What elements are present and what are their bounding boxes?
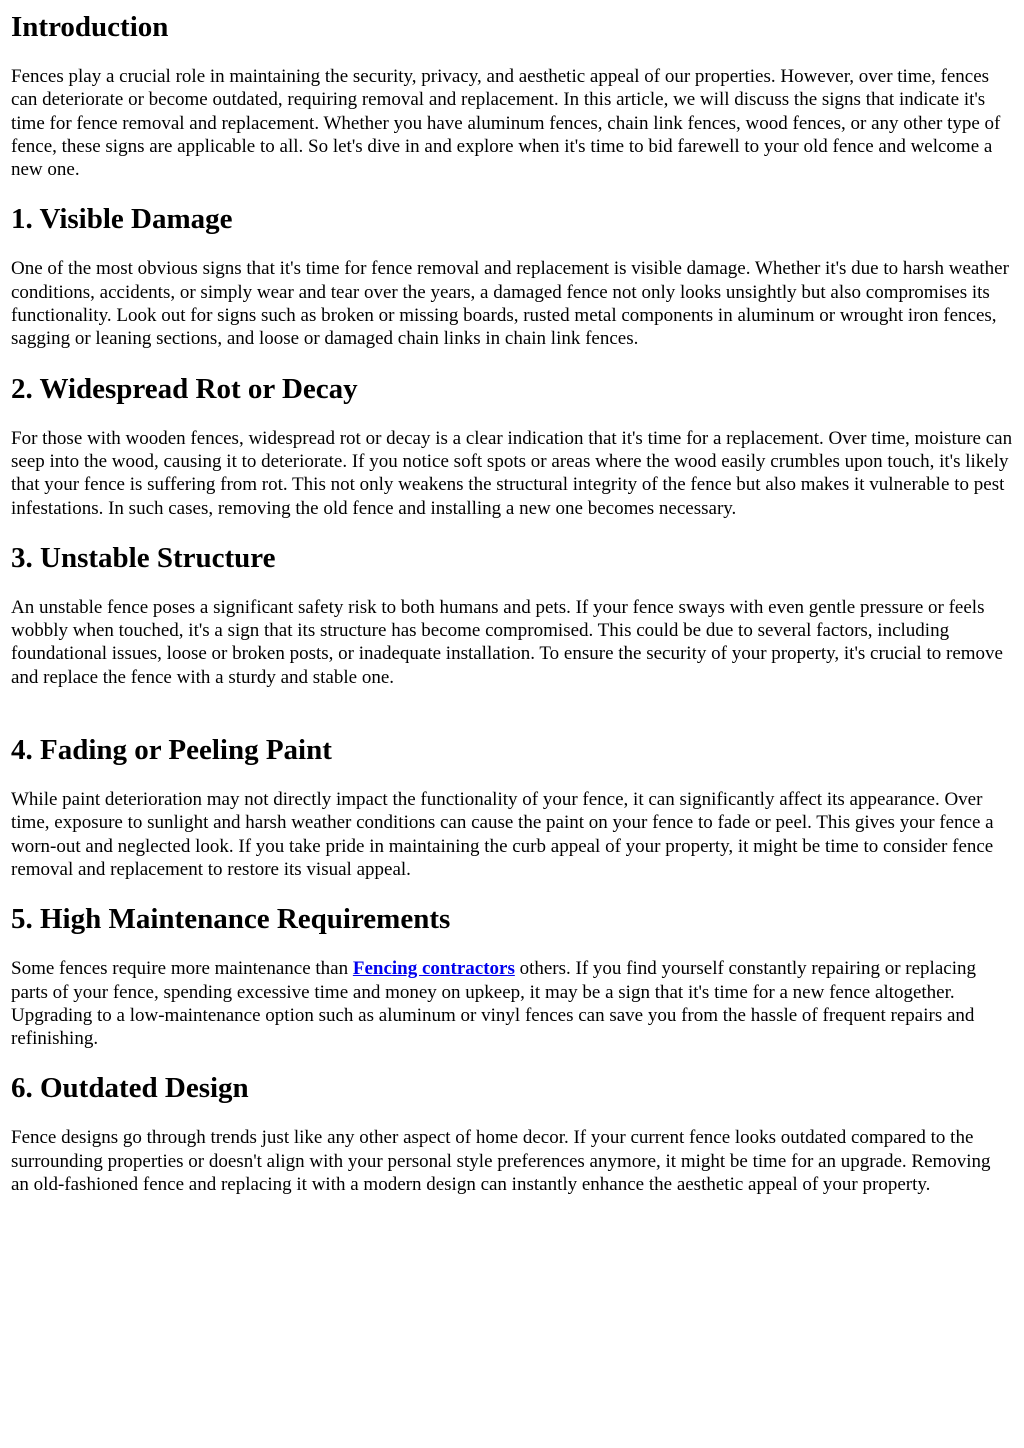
section-heading: 3. Unstable Structure xyxy=(11,541,276,574)
section-heading: Introduction xyxy=(11,11,169,43)
section-widespread-rot xyxy=(11,372,1013,520)
section-high-maintenance xyxy=(11,902,1013,1050)
section-heading: 1. Visible Damage xyxy=(11,203,233,236)
section-paragraph: An unstable fence poses a significant safety risk to both humans and pets. If your fence sways with even gentle pressure or feels wobbly when touched, it's a sign that its structure has become compromised. This could be due to several factors, including foundational issues, loose or broken posts, or inadequate installation. To ensure the security of your property, it's crucial to remove and replace the fence with a sturdy and stable one. xyxy=(11,596,1003,688)
section-heading: 2. Widespread Rot or Decay xyxy=(11,372,358,405)
section-heading: 6. Outdated Design xyxy=(11,1072,249,1105)
section-introduction xyxy=(11,0,1013,181)
section-paragraph: Fences play a crucial role in maintaining the security, privacy, and aesthetic appeal of our properties. However, over time, fences can deteriorate or become outdated, requiring removal and replacement. In this article, we will discuss the signs that indicate it's time for fence removal and replacement. Whether you have aluminum fences, chain link fences, wood fences, or any other type of fence, these signs are applicable to all. So let's dive in and explore when it's time to bid farewell to your old fence and welcome a new one. xyxy=(11,66,1001,181)
section-heading: 4. Fading or Peeling Paint xyxy=(11,734,332,767)
paragraph-text-before-link: Some fences require more maintenance than xyxy=(11,958,353,980)
fencing-contractors-link[interactable]: Fencing contractors xyxy=(352,958,515,980)
paragraph-text-after-link: others. If you find yourself constantly repairing or replacing parts of your fence, spending excessive time and money on upkeep, it may be a sign that it's time for a new fence altogether. Upgrading to a low-maintenance option such as aluminum or vinyl fences can save you from the hassle of frequent repairs and refinishing. xyxy=(11,958,976,1050)
section-paragraph xyxy=(11,957,1013,1050)
section-paragraph: Fence designs go through trends just like any other aspect of home decor. If your current fence looks outdated compared to the surrounding properties or doesn't align with your personal style preferences anymore, it might be time for an upgrade. Removing an old-fashioned fence and replacing it with a modern design can instantly enhance the aesthetic appeal of your property. xyxy=(11,1127,991,1196)
section-paragraph: For those with wooden fences, widespread rot or decay is a clear indication that it's time for a replacement. Over time, moisture can seep into the wood, causing it to deteriorate. If you notice soft spots or areas where the wood easily crumbles upon touch, it's likely that your fence is suffering from rot. This not only weakens the structural integrity of the fence but also makes it vulnerable to pest infestations. In such cases, removing the old fence and installing a new one becomes necessary. xyxy=(11,427,1013,519)
section-fading-paint xyxy=(11,733,1013,881)
section-outdated-design xyxy=(11,1071,1013,1196)
section-paragraph: One of the most obvious signs that it's time for fence removal and replacement is visible damage. Whether it's due to harsh weather conditions, accidents, or simply wear and tear over the years, a damaged fence not only looks unsightly but also compromises its functionality. Look out for signs such as broken or missing boards, rusted metal components in aluminum or wrought iron fences, sagging or leaning sections, and loose or damaged chain links in chain link fences. xyxy=(11,258,1009,350)
section-unstable-structure xyxy=(11,541,1013,689)
section-heading: 5. High Maintenance Requirements xyxy=(11,903,451,936)
section-visible-damage xyxy=(11,202,1013,350)
section-paragraph: While paint deterioration may not directly impact the functionality of your fence, it can significantly affect its appearance. Over time, exposure to sunlight and harsh weather conditions can cause the paint on your fence to fade or peel. This gives your fence a worn-out and neglected look. If you take pride in maintaining the curb appeal of your property, it might be time to consider fence removal and replacement to restore its visual appeal. xyxy=(11,789,994,880)
